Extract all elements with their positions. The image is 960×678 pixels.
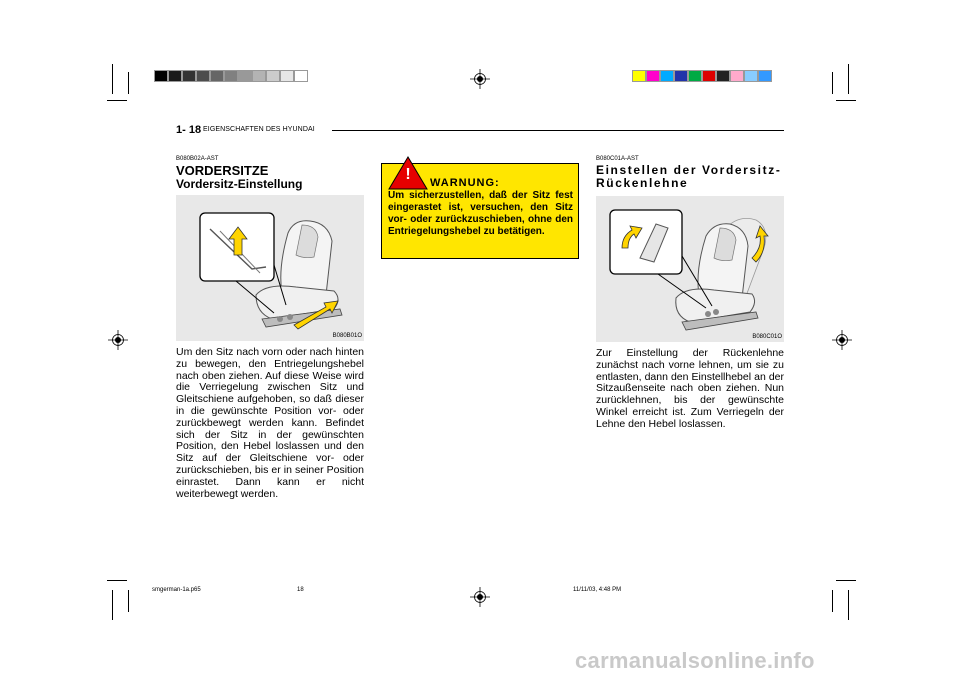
color-swatch [702, 70, 716, 82]
crop-mark [107, 100, 127, 101]
footer-page: 18 [297, 587, 304, 593]
crop-mark [128, 590, 129, 612]
crosshair-icon [470, 69, 490, 89]
left-column [176, 156, 364, 500]
crop-mark [836, 100, 856, 101]
warning-text: Um sicherzustellen, daß der Sitz fest eingerastet ist, versuchen, den Sitz vor- oder zurückzuschieben, ohne den Entriegelungshebel zu betätigen. [388, 190, 573, 237]
color-swatch [252, 70, 266, 82]
color-swatch [294, 70, 308, 82]
crosshair-icon [470, 587, 490, 607]
backrest-figure [596, 196, 784, 342]
crop-mark [836, 580, 856, 581]
color-swatch [716, 70, 730, 82]
section-code: B080C01A-AST [596, 156, 639, 162]
figure-code: B080C01O [752, 334, 782, 340]
crop-mark [112, 590, 113, 620]
crosshair-icon [832, 330, 852, 350]
footer-date: 11/11/03, 4:48 PM [573, 587, 622, 593]
page-number: 1- 18 [176, 124, 202, 136]
warning-title: WARNUNG: [430, 177, 500, 189]
crosshair-icon [108, 330, 128, 350]
color-swatch [660, 70, 674, 82]
crop-mark [107, 580, 127, 581]
color-swatch [646, 70, 660, 82]
crop-mark [112, 64, 113, 94]
color-swatch [730, 70, 744, 82]
color-swatch [632, 70, 646, 82]
color-swatch [674, 70, 688, 82]
figure-code: B080B01O [332, 333, 362, 339]
section-subtitle: Vordersitz-Einstellung [176, 177, 303, 191]
color-swatch [168, 70, 182, 82]
watermark: carmanualsonline.info [575, 648, 815, 673]
color-swatch [266, 70, 280, 82]
seat-illustration-icon [176, 195, 364, 341]
footer-file: smgerman-1a.p65 [152, 587, 201, 593]
color-calibration-bar [632, 70, 772, 82]
crop-mark [832, 590, 833, 612]
color-swatch [744, 70, 758, 82]
crop-mark [848, 590, 849, 620]
color-swatch [238, 70, 252, 82]
section-title: VORDERSITZE [176, 163, 269, 178]
color-swatch [210, 70, 224, 82]
crop-mark [832, 72, 833, 94]
gray-calibration-bar [154, 70, 308, 82]
color-swatch [196, 70, 210, 82]
section-body: Zur Einstellung der Rückenlehne zunächst nach vorne lehnen, um sie zu entlasten, dann den Einstellhebel an der Sitzaußenseite nach oben ziehen. Nun zurücklehnen, bis der gewünschte Winkel erreicht ist. Zum Verriegeln der Lehne den Hebel loslassen. [596, 347, 784, 430]
seat-illustration-icon [596, 196, 784, 342]
crop-mark [128, 72, 129, 94]
color-swatch [280, 70, 294, 82]
color-swatch [758, 70, 772, 82]
header-divider [332, 130, 784, 131]
color-swatch [224, 70, 238, 82]
section-title: Einstellen der Vordersitz-Rückenlehne [596, 163, 782, 190]
color-swatch [154, 70, 168, 82]
section-code: B080B02A-AST [176, 156, 219, 162]
right-column [596, 156, 784, 431]
section-body: Um den Sitz nach vorn oder nach hinten zu bewegen, den Entriegelungshebel nach oben ziehen. Auf diese Weise wird die Verriegelung zwischen Sitz und Gleitschiene aufgehoben, so daß dieser in die gewünschte Position vor- oder zurückbewegt werden kann. Befindet sich der Sitz in der gewünschten Position, den Hebel loslassen und den Sitz auf der Gleitschiene vor- oder zurückschieben, bis er in seiner Position einrastet. Dann kann er nicht weiterbewegt werden. [176, 346, 364, 500]
warning-symbol: ! [405, 166, 411, 183]
crop-mark [848, 64, 849, 94]
chapter-title: EIGENSCHAFTEN DES HYUNDAI [203, 126, 315, 133]
color-swatch [182, 70, 196, 82]
seat-slide-figure [176, 195, 364, 341]
color-swatch [688, 70, 702, 82]
